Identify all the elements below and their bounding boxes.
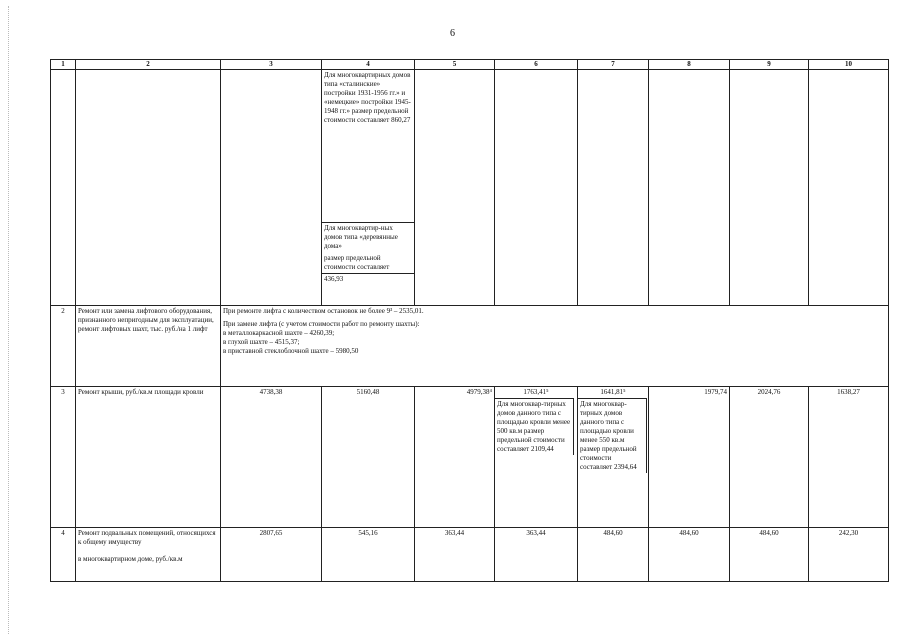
page-number: 6	[450, 28, 455, 39]
row-number: 4	[51, 528, 76, 582]
col-header-9: 9	[730, 60, 809, 70]
elevator-cost-text: При ремонте лифта с количеством остановок не более 9³ – 2535,01. При замене лифта (с учетом стоимости работ по ремонту шахты): в металлокаркасной шахте – 4260,39; в глухой шахте – 4515,37; в приставной стеклоблочной шахте – 5980,50	[221, 306, 889, 387]
col-header-1: 1	[51, 60, 76, 70]
value-cell: 2807,65	[221, 528, 322, 582]
table-row-continuation	[51, 70, 889, 306]
roof-note-550: Для многоквар-тирных домов данного типа с площадью кровли менее 550 кв.м размер предельной стоимости составляет 2394,64	[578, 398, 647, 473]
value-cell: 484,60	[730, 528, 809, 582]
continuation-notes-cell	[322, 70, 415, 306]
value-cell: 242,30	[809, 528, 889, 582]
row-title: Ремонт или замена лифтового оборудования, признанного непригодным для эксплуатации, ремонт лифтовых шахт, тыс. руб./на 1 лифт	[76, 306, 221, 387]
value-cell: 1638,27	[809, 387, 889, 528]
binding-margin	[8, 6, 10, 634]
note-wooden-houses: Для многоквартир-ных домов типа «деревянные дома» размер предельной стоимости составляет	[322, 222, 414, 273]
value-cell: 545,16	[322, 528, 415, 582]
value-cell-with-note: 1641,81⁵ Для многоквар-тирных домов данного типа с площадью кровли менее 550 кв.м размер предельной стоимости составляет 2394,64	[578, 387, 649, 528]
col-header-7: 7	[578, 60, 649, 70]
table-row-basement	[51, 528, 889, 582]
note-wooden-houses-value: 436,93	[322, 273, 414, 285]
note-stalinist-buildings: Для многоквартирных домов типа «сталинские» постройки 1931-1956 гг.» и «немецкие» постройки 1945-1948 гг.» размер предельной стоимости составляет 860,27	[324, 71, 411, 124]
col-header-5: 5	[415, 60, 495, 70]
table-row-roof	[51, 387, 889, 528]
col-header-4: 4	[322, 60, 415, 70]
value-cell: 484,60	[649, 528, 730, 582]
roof-note-500: Для многоквар-тирных домов данного типа с площадью кровли менее 500 кв.м размер предельной стоимости составляет 2109,44	[495, 398, 574, 455]
value-cell-with-note: 1763,41⁵ Для многоквар-тирных домов данного типа с площадью кровли менее 500 кв.м размер предельной стоимости составляет 2109,44	[495, 387, 578, 528]
table-row-elevator	[51, 306, 889, 387]
col-header-2: 2	[76, 60, 221, 70]
col-header-6: 6	[495, 60, 578, 70]
tariff-table	[50, 59, 889, 582]
value-cell: 2024,76	[730, 387, 809, 528]
column-header-row	[51, 60, 889, 70]
value-cell: 4738,38	[221, 387, 322, 528]
value-cell: 363,44	[415, 528, 495, 582]
row-number: 3	[51, 387, 76, 528]
value-cell: 4979,38⁴	[415, 387, 495, 528]
row-title: Ремонт крыши, руб./кв.м площади кровли	[76, 387, 221, 528]
row-title: Ремонт подвальных помещений, относящихся к общему имуществу в многоквартирном доме, руб./кв.м	[76, 528, 221, 582]
value-cell: 5160,48	[322, 387, 415, 528]
value-cell: 1979,74	[649, 387, 730, 528]
value-cell: 363,44	[495, 528, 578, 582]
col-header-3: 3	[221, 60, 322, 70]
col-header-10: 10	[809, 60, 889, 70]
value-cell: 484,60	[578, 528, 649, 582]
row-number: 2	[51, 306, 76, 387]
col-header-8: 8	[649, 60, 730, 70]
